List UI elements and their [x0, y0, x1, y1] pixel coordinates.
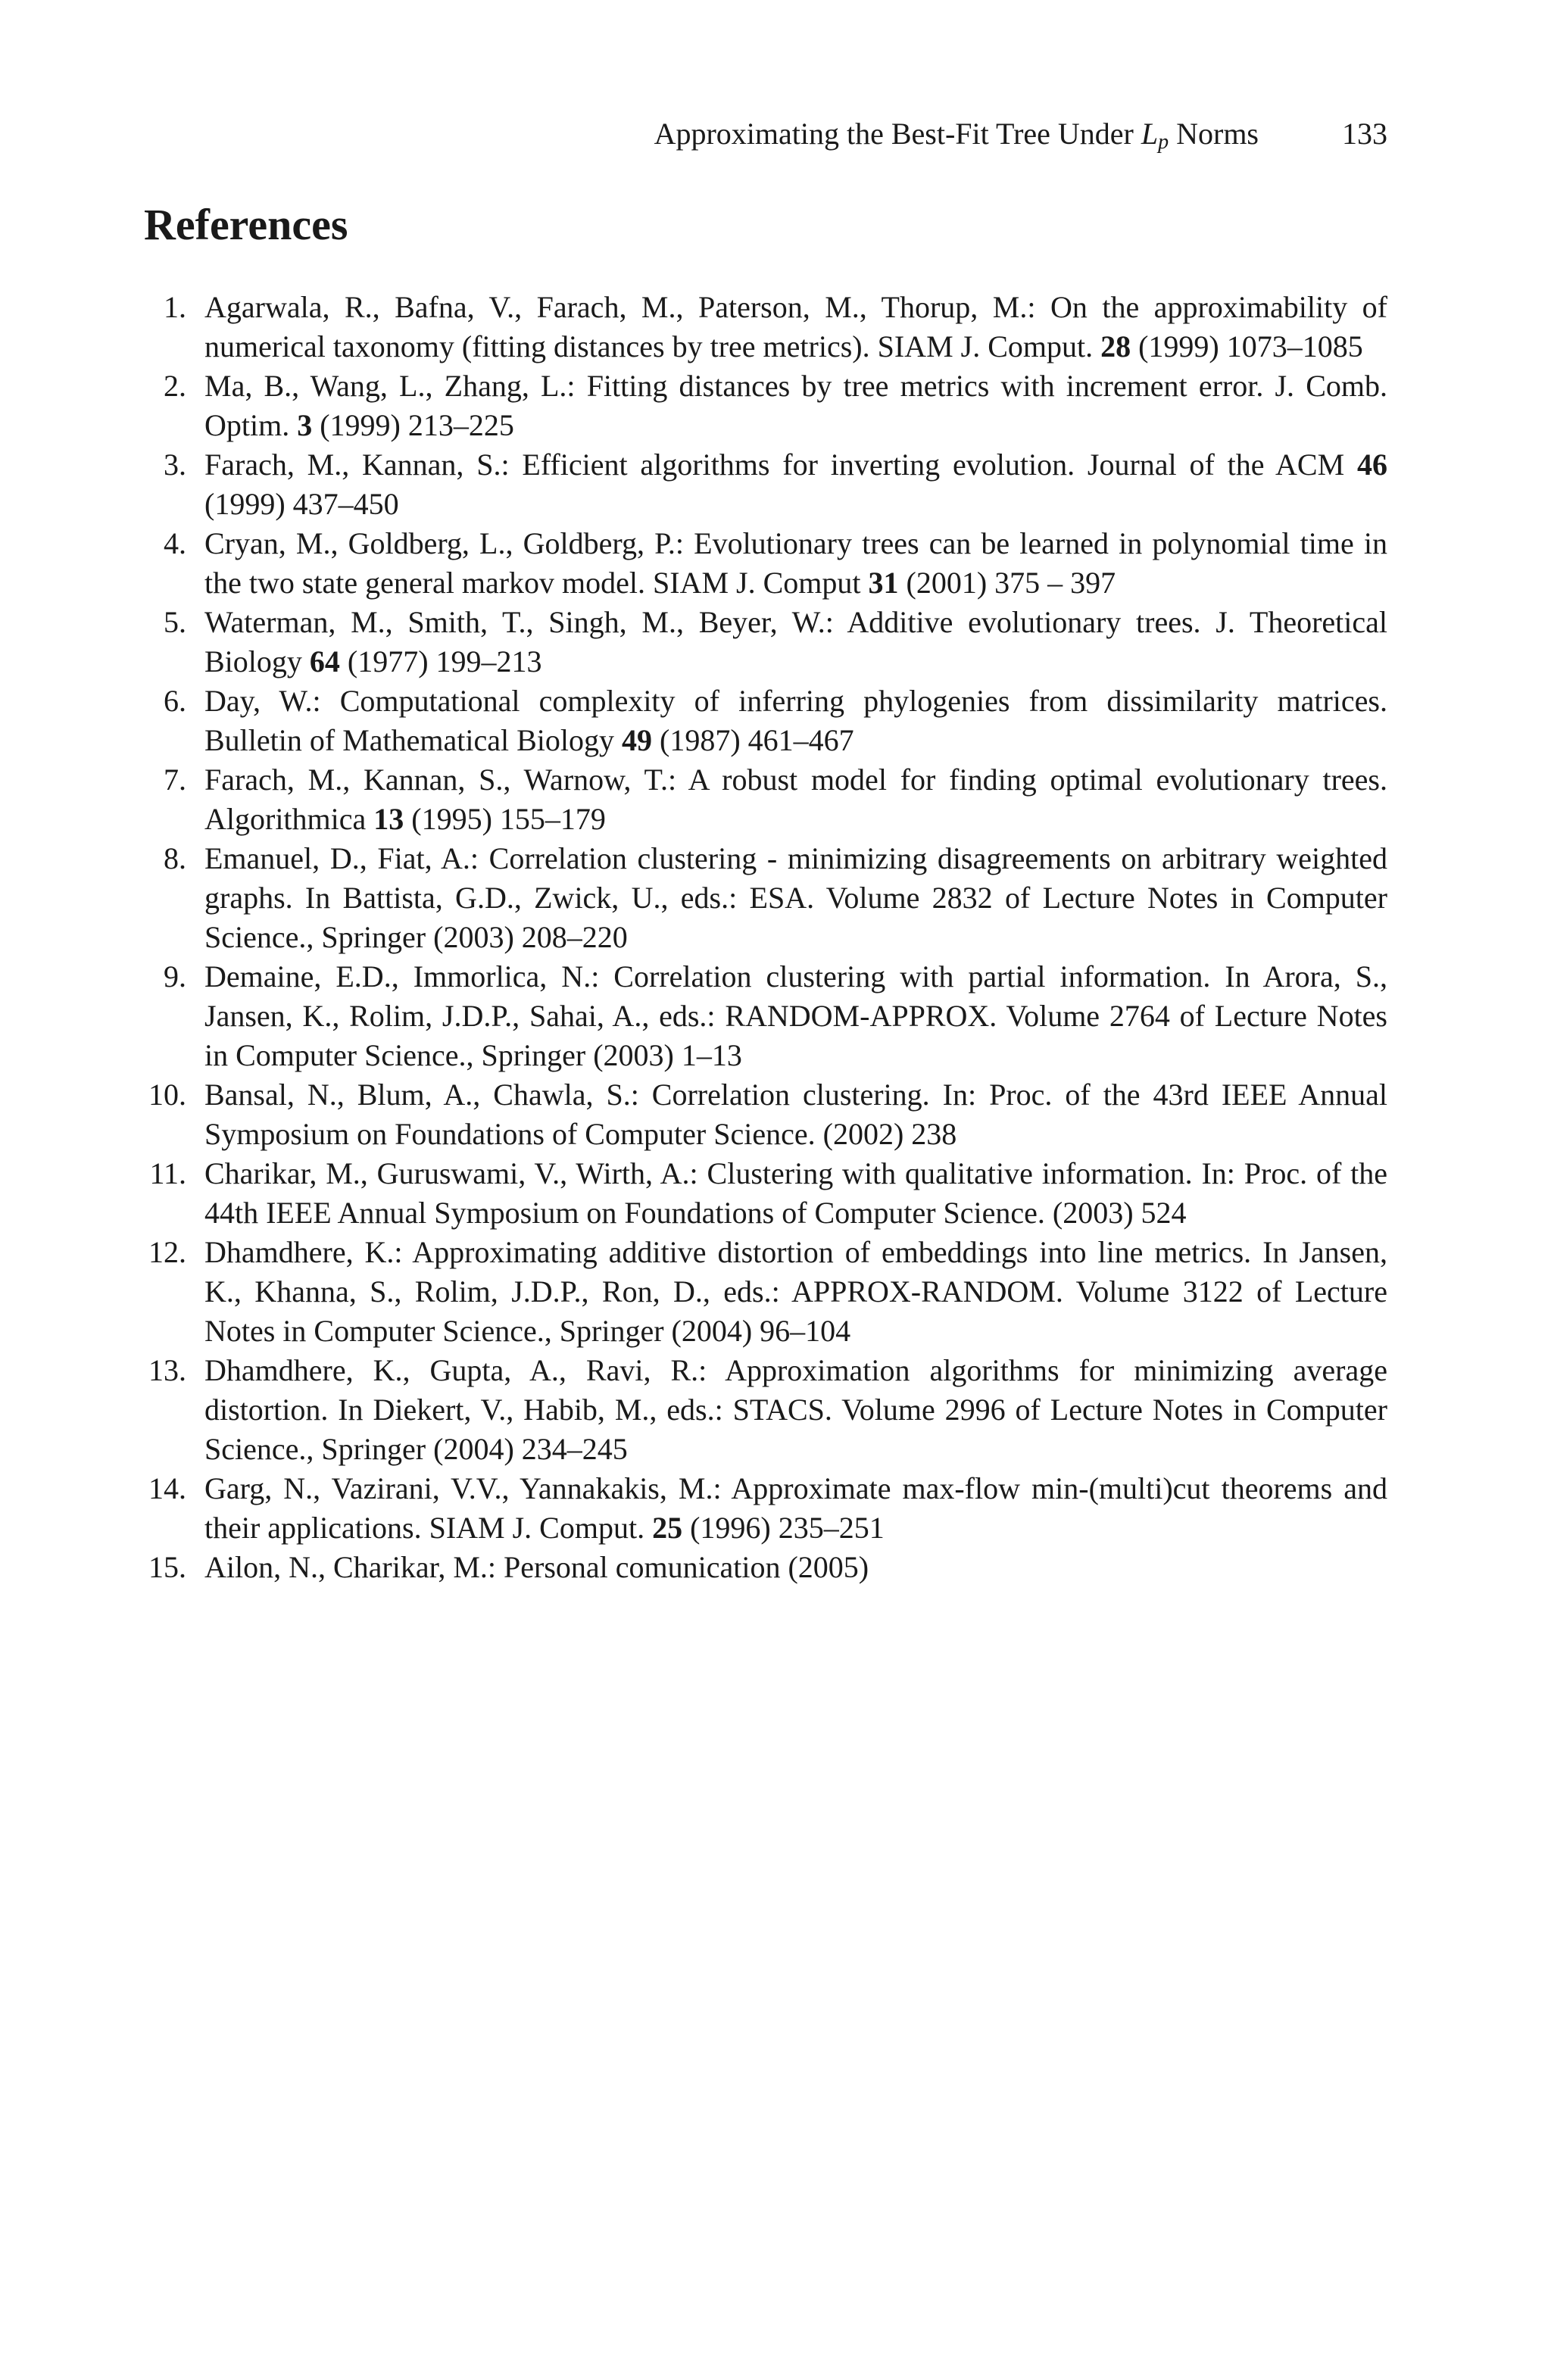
reference-text: Farach, M., Kannan, S., Warnow, T.: A robust model for finding optimal evolutionary trees. Algorithmica [204, 763, 1387, 836]
reference-number: 6. [164, 684, 186, 718]
reference-text: Waterman, M., Smith, T., Singh, M., Beyer, W.: Additive evolutionary trees. J. Theoretical Biology [204, 605, 1387, 678]
reference-item-4 [144, 524, 1387, 603]
reference-number: 1. [164, 290, 186, 324]
reference-number: 15. [148, 1550, 186, 1584]
reference-text: Dhamdhere, K.: Approximating additive distortion of embeddings into line metrics. In Jansen, K., Khanna, S., Rolim, J.D.P., Ron, D., eds.: APPROX-RANDOM. Volume 3122 of Lecture Notes in Computer Science., Springer (2004) 96–104 [204, 1235, 1387, 1348]
reference-number: 14. [148, 1471, 186, 1505]
reference-number: 3. [164, 448, 186, 482]
reference-volume: 31 [868, 566, 899, 600]
reference-tail: (1999) 437–450 [204, 487, 399, 521]
reference-tail: (2001) 375 – 397 [898, 566, 1116, 600]
reference-item-15 [144, 1548, 1387, 1587]
reference-tail: (1999) 1073–1085 [1131, 329, 1363, 363]
reference-text: Emanuel, D., Fiat, A.: Correlation clustering - minimizing disagreements on arbitrary weighted graphs. In Battista, G.D., Zwick, U., eds.: ESA. Volume 2832 of Lecture Notes in Computer Science., Springer (2003) 208–220 [204, 841, 1387, 954]
reference-number: 5. [164, 605, 186, 639]
reference-item-1 [144, 288, 1387, 367]
reference-tail: (1977) 199–213 [339, 644, 542, 678]
reference-number: 7. [164, 763, 186, 797]
reference-item-2 [144, 367, 1387, 445]
reference-tail: (1996) 235–251 [682, 1511, 885, 1545]
reference-text: Garg, N., Vazirani, V.V., Yannakakis, M.: Approximate max-flow min-(multi)cut theorems and their applications. SIAM J. Comput. [204, 1471, 1387, 1545]
reference-volume: 25 [652, 1511, 683, 1545]
reference-number: 13. [148, 1353, 186, 1387]
reference-number: 9. [164, 959, 186, 993]
running-title-post: Norms [1169, 117, 1259, 151]
reference-text: Farach, M., Kannan, S.: Efficient algorithms for inverting evolution. Journal of the ACM [204, 448, 1357, 482]
reference-volume: 49 [622, 723, 653, 757]
reference-text: Bansal, N., Blum, A., Chawla, S.: Correlation clustering. In: Proc. of the 43rd IEEE Annual Symposium on Foundations of Computer Science. (2002) 238 [204, 1078, 1387, 1151]
reference-item-6 [144, 682, 1387, 760]
reference-tail: (1987) 461–467 [652, 723, 854, 757]
reference-item-9 [144, 957, 1387, 1075]
reference-list [144, 288, 1387, 1587]
reference-item-13 [144, 1351, 1387, 1469]
reference-volume: 46 [1357, 448, 1387, 482]
reference-text: Charikar, M., Guruswami, V., Wirth, A.: Clustering with qualitative information. In: Proc. of the 44th IEEE Annual Symposium on Foundations of Computer Science. (2003) 524 [204, 1156, 1387, 1230]
reference-tail: (1995) 155–179 [404, 802, 606, 836]
reference-volume: 28 [1100, 329, 1131, 363]
reference-number: 12. [148, 1235, 186, 1269]
reference-text: Agarwala, R., Bafna, V., Farach, M., Paterson, M., Thorup, M.: On the approximability of numerical taxonomy (fitting distances by tree metrics). SIAM J. Comput. [204, 290, 1387, 363]
lp-norm-symbol [1141, 117, 1169, 154]
running-head [144, 115, 1387, 153]
norm-subscript: p [1158, 130, 1169, 154]
reference-text: Day, W.: Computational complexity of inferring phylogenies from dissimilarity matrices. Bulletin of Mathematical Biology [204, 684, 1387, 757]
reference-number: 2. [164, 369, 186, 403]
reference-number: 8. [164, 841, 186, 875]
running-title [654, 115, 1259, 153]
reference-item-8 [144, 839, 1387, 957]
reference-volume: 13 [373, 802, 404, 836]
reference-tail: (1999) 213–225 [312, 408, 514, 442]
reference-number: 4. [164, 526, 186, 560]
reference-number: 11. [149, 1156, 186, 1190]
reference-item-3 [144, 445, 1387, 524]
reference-number: 10. [148, 1078, 186, 1112]
page-number: 133 [1342, 117, 1387, 151]
norm-letter: L [1141, 117, 1159, 151]
reference-volume: 64 [309, 644, 340, 678]
reference-text: Ailon, N., Charikar, M.: Personal comunication (2005) [204, 1550, 869, 1584]
reference-item-10 [144, 1075, 1387, 1154]
reference-text: Dhamdhere, K., Gupta, A., Ravi, R.: Approximation algorithms for minimizing average distortion. In Diekert, V., Habib, M., eds.: STACS. Volume 2996 of Lecture Notes in Computer Science., Springer (2004) 234–245 [204, 1353, 1387, 1466]
reference-item-7 [144, 760, 1387, 839]
section-heading: References [144, 200, 348, 249]
reference-volume: 3 [297, 408, 313, 442]
reference-text: Demaine, E.D., Immorlica, N.: Correlation clustering with partial information. In Arora, S., Jansen, K., Rolim, J.D.P., Sahai, A., eds.: RANDOM-APPROX. Volume 2764 of Lecture Notes in Computer Science., Springer (2003) 1–13 [204, 959, 1387, 1072]
reference-text: Ma, B., Wang, L., Zhang, L.: Fitting distances by tree metrics with increment error. J. Comb. Optim. [204, 369, 1387, 442]
reference-item-14 [144, 1469, 1387, 1548]
reference-item-11 [144, 1154, 1387, 1233]
running-title-pre: Approximating the Best-Fit Tree Under [654, 117, 1141, 151]
reference-item-12 [144, 1233, 1387, 1351]
reference-text: Cryan, M., Goldberg, L., Goldberg, P.: Evolutionary trees can be learned in polynomial time in the two state general markov model. SIAM J. Comput [204, 526, 1387, 600]
reference-item-5 [144, 603, 1387, 682]
